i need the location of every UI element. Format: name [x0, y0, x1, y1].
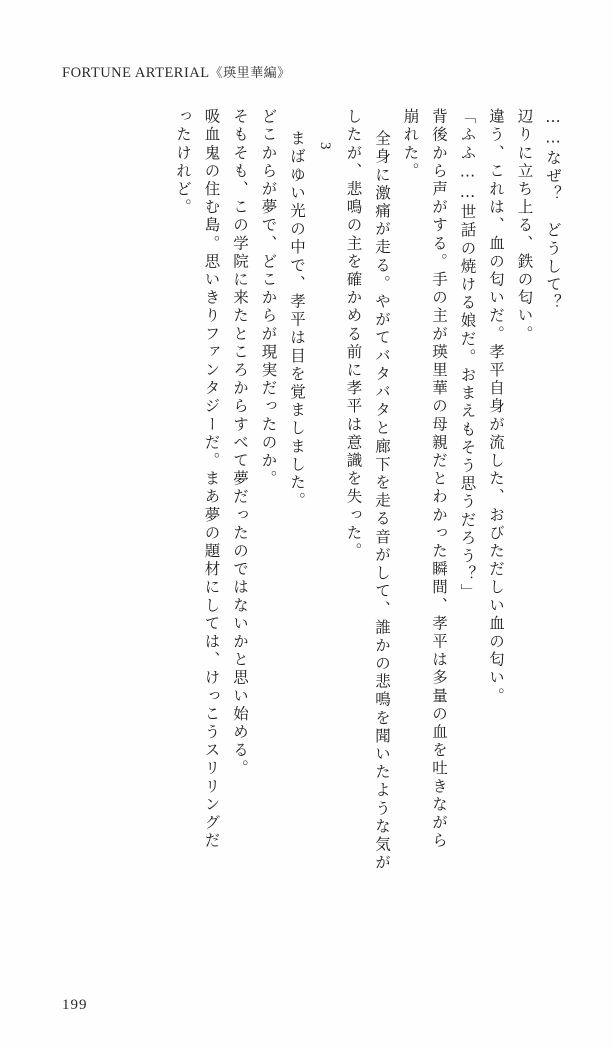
section-number: 3 [317, 142, 333, 150]
text-column: 崩れた。 [401, 108, 420, 181]
text-column: 違う、これは、血の匂いだ。孝平自身が流した、おびただしい血の匂い。 [487, 108, 505, 706]
text-column: ったけれど。 [174, 108, 192, 217]
text-column: 辺りに立ち上る、鉄の匂い。 [515, 108, 534, 344]
text-column: 吸血鬼の住む島。思いきりファンタジーだ。まあ夢の題材にしては、けっこうスリリングだ [202, 108, 221, 851]
running-header [62, 62, 291, 82]
running-header-latin-title: FORTUNE ARTERIAL [62, 65, 210, 81]
text-column: ……なぜ？ どうして？ [544, 108, 562, 313]
running-header-japanese-title: 《瑛里華編》 [209, 66, 291, 81]
text-column: そもそも、この学院に来たところからすべて夢だったのではないかと思い始める。 [231, 108, 249, 778]
page-number: 199 [62, 997, 88, 1013]
text-column: 「ふふ……世話の焼ける娘だ。おまえもそう思うだろう？」 [458, 108, 477, 602]
vertical-text-columns [162, 108, 561, 948]
body-text-area [60, 108, 560, 948]
text-column: どこからが夢で、どこからが現実だったのか。 [259, 108, 278, 489]
text-column: したが、悲鳴の主を確かめる前に孝平は意識を失った。 [344, 108, 363, 561]
text-column: 全身に激痛が走る。やがてバタバタと廊下を走る音がして、誰かの悲鳴を聞いたような気が [373, 130, 391, 873]
text-column: 背後から声がする。手の主が瑛里華の母親だとわかった瞬間、孝平は多量の血を吐きながら [430, 108, 448, 851]
text-column: まばゆい光の中で、孝平は目を覚ましました。 [288, 130, 306, 511]
